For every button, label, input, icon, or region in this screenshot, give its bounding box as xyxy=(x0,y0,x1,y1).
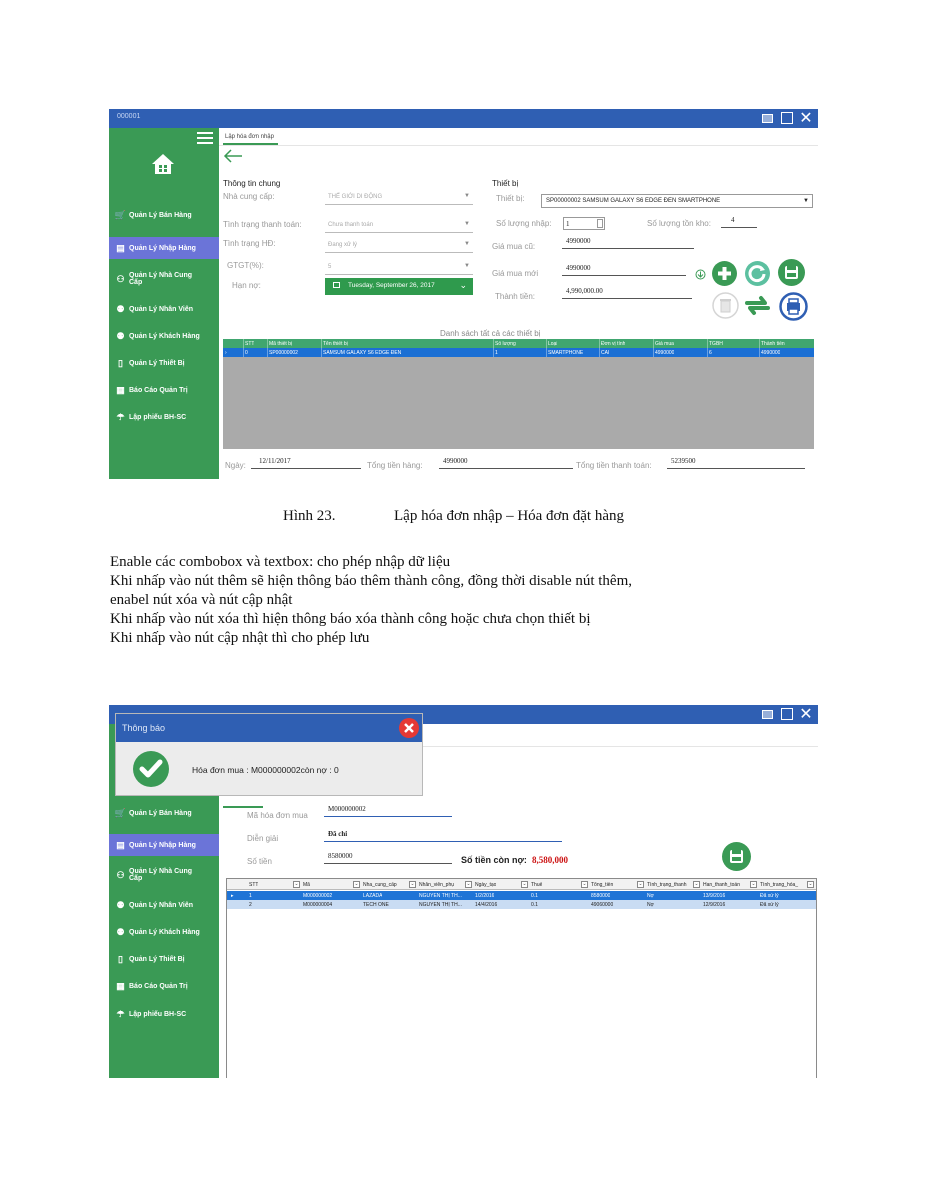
row-selector-icon: › xyxy=(225,349,227,356)
report-icon: ▦ xyxy=(116,384,125,395)
import-invoice-window xyxy=(109,109,818,479)
paragraph: Khi nhấp vào nút thêm sẽ hiện thông báo thêm thành công, đồng thời disable nút thêm, xyxy=(110,573,633,589)
umbrella-icon: ☂ xyxy=(116,1008,125,1019)
paragraph: Khi nhấp vào nút cập nhật thì cho phép lưu xyxy=(110,630,370,646)
chevron-down-icon[interactable]: ⌄ xyxy=(582,881,587,887)
payment-status-combobox[interactable]: Chưa thanh toán ▼ xyxy=(325,219,473,233)
table-cell: SP00000002 xyxy=(269,349,298,356)
invoice-code-label: Mã hóa đơn mua xyxy=(247,811,308,820)
sidebar-item-suppliers[interactable]: ⚇ Quản Lý Nhà Cung Cấp xyxy=(116,272,192,286)
notification-header xyxy=(116,714,422,742)
column-header[interactable]: Tổng_tiền xyxy=(591,882,614,888)
supplier-label: Nhà cung cấp: xyxy=(223,192,275,201)
column-header[interactable]: Loại xyxy=(548,340,558,347)
success-check-icon xyxy=(132,750,170,788)
table-cell: M000000002 xyxy=(303,893,333,899)
column-header[interactable]: Thành tiền xyxy=(761,340,785,347)
table-cell: Đã xử lý xyxy=(760,902,779,908)
notification-title: Thông báo xyxy=(122,723,166,733)
general-info-heading: Thông tin chung xyxy=(223,179,281,188)
table-cell: TECH ONE xyxy=(363,902,389,908)
chevron-down-icon[interactable]: ⌄ xyxy=(410,881,415,887)
customers-icon: ⚉ xyxy=(116,926,125,937)
payment-status-label: Tình trạng thanh toán: xyxy=(223,220,302,229)
column-header[interactable]: Tình_trạng_thanh xyxy=(647,882,687,888)
table-cell: 49060000 xyxy=(591,902,614,908)
table-cell: Nợ xyxy=(647,893,654,899)
stock-value: 4 xyxy=(721,214,757,228)
table-cell: 4990000 xyxy=(655,349,675,356)
supplier-icon: ⚇ xyxy=(116,869,125,880)
table-cell: 0.1 xyxy=(531,902,538,908)
import-icon: ▤ xyxy=(116,242,125,253)
table-cell: 1/2/2016 xyxy=(475,893,495,899)
chevron-down-icon: ▼ xyxy=(464,193,470,199)
date-label: Ngày: xyxy=(225,461,246,470)
totals-bar xyxy=(219,449,818,479)
sidebar-item-import[interactable]: ▤ Quản Lý Nhập Hàng xyxy=(109,834,219,856)
delete-button[interactable] xyxy=(712,292,739,319)
new-price-label: Giá mua mới xyxy=(492,269,539,278)
figure-caption: Lập hóa đơn nhập – Hóa đơn đặt hàng xyxy=(394,508,624,524)
chevron-down-icon[interactable]: ⌄ xyxy=(294,881,299,887)
calendar-icon xyxy=(333,282,340,288)
download-icon[interactable] xyxy=(695,269,706,280)
chevron-down-icon[interactable]: ⌄ xyxy=(638,881,643,887)
table-cell: Đã xử lý xyxy=(760,893,779,899)
column-header[interactable]: Mã xyxy=(303,882,310,888)
chevron-down-icon[interactable]: ⌄ xyxy=(694,881,699,887)
pay-total-label: Tổng tiền thanh toán: xyxy=(576,461,652,470)
purchase-invoice-grid[interactable] xyxy=(226,878,817,1078)
minimize-icon[interactable] xyxy=(762,111,776,126)
goods-total-label: Tổng tiền hàng: xyxy=(367,461,423,470)
add-button[interactable] xyxy=(711,260,738,287)
chevron-down-icon[interactable]: ⌄ xyxy=(751,881,756,887)
phone-icon: ▯ xyxy=(118,357,123,368)
close-icon[interactable]: ✕ xyxy=(799,706,813,723)
table-cell: LAZADA xyxy=(363,893,383,899)
sidebar-item-sales[interactable]: 🛒 Quản Lý Bán Hàng xyxy=(114,209,192,220)
due-date-picker[interactable]: Tuesday, September 26, 2017 ⌄ xyxy=(325,278,473,295)
print-button[interactable] xyxy=(779,292,808,321)
supplier-icon: ⚇ xyxy=(116,273,125,284)
column-header[interactable]: Nha_cung_cấp xyxy=(363,882,397,888)
table-cell: 0 xyxy=(245,349,248,356)
sidebar xyxy=(109,128,219,479)
column-header[interactable]: STT xyxy=(245,340,255,347)
invoice-status-label: Tình trạng HĐ: xyxy=(223,239,276,248)
hamburger-menu-icon[interactable] xyxy=(197,132,213,147)
staff-icon: ⚉ xyxy=(116,303,125,314)
date-field[interactable]: 12/11/2017 xyxy=(251,455,361,469)
paragraph: Khi nhấp vào nút xóa thì hiện thông báo xóa thành công hoặc chưa chọn thiết bị xyxy=(110,611,591,627)
table-cell: SMARTPHONE xyxy=(548,349,584,356)
sidebar-item-warranty[interactable]: ☂ Lập phiếu BH-SC xyxy=(116,1008,187,1019)
vat-label: GTGT(%): xyxy=(227,261,264,270)
quantity-label: Số lượng nhập: xyxy=(496,219,552,228)
cart-icon: 🛒 xyxy=(114,807,127,818)
import-icon: ▤ xyxy=(116,839,125,850)
new-price-field[interactable]: 4990000 xyxy=(562,262,686,276)
chevron-down-icon[interactable]: ⌄ xyxy=(522,881,527,887)
notification-dialog xyxy=(115,713,423,796)
sidebar-item-customers[interactable]: ⚉ Quản Lý Khách Hàng xyxy=(116,926,200,937)
device-combobox[interactable]: SP00000002 SAMSUM GALAXY S6 EDGE ĐEN SMARTPHONE ▼ xyxy=(541,194,813,208)
grid-header xyxy=(227,879,816,890)
cart-icon: 🛒 xyxy=(114,209,127,220)
sidebar-item-customers[interactable]: ⚉ Quản Lý Khách Hàng xyxy=(116,330,200,341)
column-header[interactable]: Đơn vị tính xyxy=(601,340,626,347)
figure-number: Hình 23. xyxy=(283,508,336,524)
table-row[interactable] xyxy=(227,900,816,909)
phone-icon: ▯ xyxy=(118,953,123,964)
invoice-code-field[interactable]: M000000002 xyxy=(324,803,452,817)
table-row[interactable] xyxy=(227,891,816,900)
remaining-value: 8,580,000 xyxy=(532,855,568,865)
description-label: Diễn giải xyxy=(247,834,279,843)
tab-strip xyxy=(219,128,818,146)
chevron-down-icon: ▼ xyxy=(464,263,470,269)
column-header[interactable]: Giá mua xyxy=(655,340,674,347)
table-cell: 4990000 xyxy=(761,349,781,356)
paragraph: enabel nút xóa và nút cập nhật xyxy=(110,592,293,608)
device-grid[interactable] xyxy=(223,339,814,465)
amount-field[interactable]: 4,990,000.00 xyxy=(562,285,692,299)
table-cell: 0.1 xyxy=(531,893,538,899)
refresh-button[interactable] xyxy=(744,260,771,287)
chevron-down-icon: ▼ xyxy=(464,241,470,247)
sidebar-item-import[interactable]: ▤ Quản Lý Nhập Hàng xyxy=(109,237,219,259)
table-cell: M000000004 xyxy=(303,902,333,908)
report-icon: ▦ xyxy=(116,980,125,991)
column-header[interactable]: TGBH xyxy=(709,340,723,347)
column-header[interactable]: Han_thanh_toán xyxy=(703,882,740,888)
device-heading: Thiết bị xyxy=(492,179,519,188)
row-selector-icon: ▸ xyxy=(231,893,234,899)
sidebar-item-staff[interactable]: ⚉ Quản Lý Nhân Viên xyxy=(116,303,194,314)
table-cell: 6 xyxy=(709,349,712,356)
table-cell: 1 xyxy=(495,349,498,356)
grid-header xyxy=(223,339,814,348)
update-button[interactable] xyxy=(743,292,772,319)
table-cell: 13/9/2016 xyxy=(703,893,726,899)
supplier-combobox[interactable]: THẾ GIỚI DI ĐỘNG ▼ xyxy=(325,191,473,205)
close-icon[interactable]: ✕ xyxy=(799,110,813,127)
quantity-stepper[interactable]: 1 xyxy=(563,217,605,230)
paragraph: Enable các combobox và textbox: cho phép nhập dữ liệu xyxy=(110,554,451,570)
column-header[interactable]: Tên thiết bị xyxy=(323,340,348,347)
column-header[interactable]: Tình_trang_hóa_ xyxy=(760,882,799,888)
close-icon[interactable] xyxy=(398,717,420,739)
save-button[interactable] xyxy=(777,258,806,287)
chevron-down-icon[interactable]: ⌄ xyxy=(466,881,471,887)
sidebar-item-reports[interactable]: ▦ Báo Cáo Quản Trị xyxy=(116,384,188,395)
table-cell: SAMSUM GALAXY S6 EDGE ĐEN xyxy=(323,349,402,356)
title-bar xyxy=(109,109,818,128)
window-title: 000001 xyxy=(117,113,141,120)
table-cell: 12/9/2016 xyxy=(703,902,726,908)
table-cell: 8580000 xyxy=(591,893,611,899)
staff-icon: ⚉ xyxy=(116,899,125,910)
amount-field[interactable]: 8580000 xyxy=(324,850,452,864)
amount-label: Thành tiền: xyxy=(495,292,536,301)
pay-total-field: 5239500 xyxy=(667,455,805,469)
umbrella-icon: ☂ xyxy=(116,411,125,422)
table-cell: 14/4/2016 xyxy=(475,902,498,908)
old-price-label: Giá mua cũ: xyxy=(492,242,536,251)
table-cell: NGUYỄN THỊ TH... xyxy=(419,893,462,899)
tab-import-invoice[interactable]: Lập hóa đơn nhập xyxy=(223,134,278,145)
table-row[interactable] xyxy=(223,348,814,357)
table-cell: 2 xyxy=(249,902,252,908)
main-content xyxy=(219,128,818,479)
goods-total-field: 4990000 xyxy=(439,455,573,469)
column-header[interactable]: Nhân_viên_phụ xyxy=(419,882,455,888)
minimize-icon[interactable] xyxy=(762,707,776,722)
notification-message: Hóa đơn mua : M000000002còn nợ : 0 xyxy=(192,765,339,775)
column-header[interactable]: Mã thiết bị xyxy=(269,340,293,347)
sidebar-item-sales[interactable]: 🛒 Quản Lý Bán Hàng xyxy=(114,807,192,818)
customers-icon: ⚉ xyxy=(116,330,125,341)
back-arrow-icon[interactable] xyxy=(223,149,243,163)
old-price-field[interactable]: 4990000 xyxy=(562,235,694,249)
sidebar-item-suppliers[interactable]: ⚇ Quản Lý Nhà Cung Cấp xyxy=(116,868,192,882)
device-label: Thiết bị: xyxy=(496,194,525,203)
sidebar-item-staff[interactable]: ⚉ Quản Lý Nhân Viên xyxy=(116,899,194,910)
due-date-label: Hạn nợ: xyxy=(232,281,261,290)
save-button[interactable] xyxy=(721,841,752,872)
chevron-down-icon[interactable]: ⌄ xyxy=(808,881,813,887)
table-cell: Nợ xyxy=(647,902,654,908)
tab-indicator xyxy=(223,806,263,808)
table-cell: 1 xyxy=(249,893,252,899)
maximize-icon[interactable] xyxy=(781,111,795,126)
remaining-label: Số tiền còn nợ: xyxy=(461,855,527,865)
column-header[interactable]: Số lượng xyxy=(495,340,516,347)
column-header[interactable]: Thuế xyxy=(531,882,543,888)
sidebar-item-warranty[interactable]: ☂ Lập phiếu BH-SC xyxy=(116,411,187,422)
table-cell: CÁI xyxy=(601,349,610,356)
column-header[interactable]: Ngày_tạo xyxy=(475,882,497,888)
sidebar-item-devices[interactable]: ▯ Quản Lý Thiết Bị xyxy=(109,948,219,970)
chevron-down-icon[interactable]: ⌄ xyxy=(354,881,359,887)
maximize-icon[interactable] xyxy=(781,707,795,722)
table-cell: NGUYỄN THỊ TH... xyxy=(419,902,462,908)
stock-label: Số lượng tồn kho: xyxy=(647,219,711,228)
spin-buttons-icon xyxy=(597,219,603,228)
chevron-down-icon: ⌄ xyxy=(459,280,467,290)
invoice-status-combobox[interactable]: Đang xử lý ▼ xyxy=(325,239,473,253)
sidebar-item-reports[interactable]: ▦ Báo Cáo Quản Trị xyxy=(116,980,188,991)
device-list-title: Danh sách tất cả các thiết bị xyxy=(440,329,541,338)
body-text xyxy=(110,553,820,648)
column-header[interactable]: STT xyxy=(249,882,259,888)
amount-label: Số tiền xyxy=(247,857,272,866)
chevron-down-icon: ▼ xyxy=(803,198,809,204)
description-field[interactable]: Đã chi xyxy=(324,828,562,842)
chevron-down-icon: ▼ xyxy=(464,221,470,227)
vat-combobox[interactable]: 5 ▼ xyxy=(325,261,473,275)
sidebar-item-devices[interactable]: ▯ Quản Lý Thiết Bị xyxy=(109,352,219,374)
home-icon[interactable] xyxy=(151,152,175,176)
